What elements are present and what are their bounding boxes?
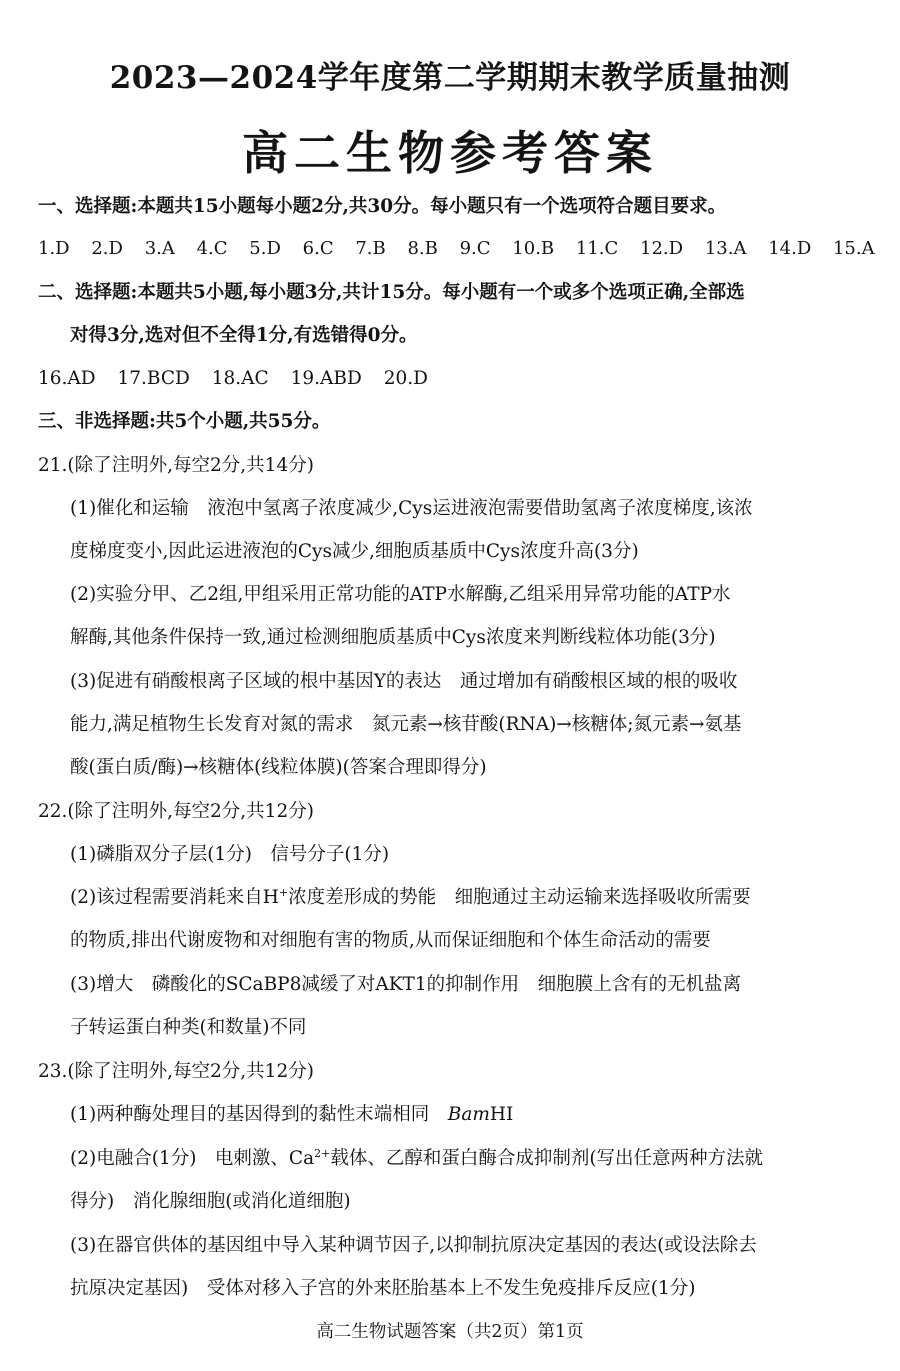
q23-line-text: (1)两种酶处理目的基因得到的黏性末端相同 (70, 1104, 448, 1125)
exam-title: 2023—2024学年度第二学期期末教学质量抽测 (109, 60, 791, 96)
answer-item: 7.B (355, 238, 386, 259)
answer-item: 16.AD (38, 368, 96, 389)
part2-heading-cont: 对得3分,选对但不全得1分,有选错得0分。 (70, 325, 418, 346)
q22-line: 的物质,排出代谢废物和对细胞有害的物质,从而保证细胞和个体生命活动的需要 (70, 930, 711, 951)
part2-heading: 二、选择题:本题共5小题,每小题3分,共计15分。每小题有一个或多个选项正确,全部选 (38, 282, 745, 303)
answer-item: 20.D (383, 368, 428, 389)
enzyme-name-tail: HⅠ (489, 1104, 514, 1125)
part2-answers (38, 366, 428, 392)
answer-item: 5.D (249, 238, 281, 259)
q22-line-text: (2)该过程需要消耗来自H (70, 887, 279, 908)
q23-line-text: 载体、乙醇和蛋白酶合成抑制剂(写出任意两种方法就 (330, 1148, 764, 1169)
q23-line: (3)在器官供体的基因组中导入某种调节因子,以抑制抗原决定基因的表达(或设法除去 (70, 1235, 757, 1256)
q22-line-text: 浓度差形成的势能 细胞通过主动运输来选择吸收所需要 (288, 887, 751, 908)
answer-item: 3.A (144, 238, 175, 259)
q23-line: 抗原决定基因) 受体对移入子宫的外来胚胎基本上不发生免疫排斥反应(1分) (70, 1278, 696, 1299)
answer-item: 11.C (575, 238, 619, 259)
q21-line: 解酶,其他条件保持一致,通过检测细胞质基质中Cys浓度来判断线粒体功能(3分) (70, 627, 716, 648)
part1-heading: 一、选择题:本题共15小题每小题2分,共30分。每小题只有一个选项符合题目要求。 (38, 196, 727, 217)
q22-line: 子转运蛋白种类(和数量)不同 (70, 1017, 307, 1038)
q22-title: 22.(除了注明外,每空2分,共12分) (38, 801, 314, 822)
q21-line: (2)实验分甲、乙2组,甲组采用正常功能的ATP水解酶,乙组采用异常功能的ATP水 (70, 584, 731, 605)
q23-line (70, 1102, 513, 1128)
q23-line: 得分) 消化腺细胞(或消化道细胞) (70, 1191, 351, 1212)
q22-line: (1)磷脂双分子层(1分) 信号分子(1分) (70, 844, 390, 865)
part1-answers (38, 236, 875, 262)
q21-line: (3)促进有硝酸根离子区域的根中基因Y的表达 通过增加有硝酸根区域的根的吸收 (70, 671, 738, 692)
answer-item: 15.A (832, 238, 875, 259)
q21-line: (1)催化和运输 液泡中氢离子浓度减少,Cys运进液泡需要借助氢离子浓度梯度,该浓 (70, 498, 753, 519)
answer-item: 8.B (407, 238, 438, 259)
q21-title: 21.(除了注明外,每空2分,共14分) (38, 455, 314, 476)
answer-item: 1.D (38, 238, 70, 259)
q23-title: 23.(除了注明外,每空2分,共12分) (38, 1061, 314, 1082)
q21-line: 酸(蛋白质/酶)→核糖体(线粒体膜)(答案合理即得分) (70, 757, 487, 778)
q21-line: 能力,满足植物生长发育对氮的需求 氮元素→核苷酸(RNA)→核糖体;氮元素→氨基 (70, 714, 742, 735)
answer-item: 10.B (512, 238, 555, 259)
q22-line: (3)增大 磷酸化的SCaBP8减缓了对AKT1的抑制作用 细胞膜上含有的无机盐离 (70, 974, 742, 995)
answer-item: 9.C (459, 238, 491, 259)
q23-line-text: (2)电融合(1分) 电刺激、Ca (70, 1148, 315, 1169)
answer-item: 17.BCD (117, 368, 190, 389)
superscript: 2+ (314, 1147, 331, 1160)
superscript: + (278, 886, 289, 899)
answer-item: 19.ABD (290, 368, 362, 389)
q21-line: 度梯度变小,因此运进液泡的Cys减少,细胞质基质中Cys浓度升高(3分) (70, 541, 639, 562)
answer-item: 18.AC (211, 368, 269, 389)
page-footer: 高二生物试题答案（共2页）第1页 (316, 1322, 584, 1342)
answer-item: 14.D (768, 238, 812, 259)
answer-item: 6.C (302, 238, 334, 259)
document-title: 高二生物参考答案 (242, 126, 658, 180)
q23-line (70, 1146, 763, 1172)
answer-item: 4.C (196, 238, 228, 259)
part3-heading: 三、非选择题:共5个小题,共55分。 (38, 411, 331, 432)
enzyme-name: Bam (447, 1104, 490, 1125)
answer-item: 13.A (704, 238, 747, 259)
q22-line (70, 885, 751, 911)
answer-item: 2.D (91, 238, 123, 259)
answer-item: 12.D (640, 238, 684, 259)
